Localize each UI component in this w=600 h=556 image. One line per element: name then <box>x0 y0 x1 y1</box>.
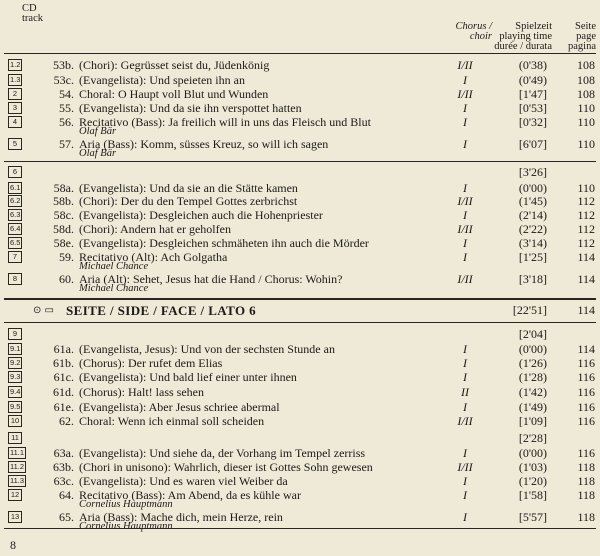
page-ref: 116 <box>577 400 595 414</box>
footer-rule <box>4 528 596 529</box>
track-number-box: 2 <box>8 88 22 100</box>
movement-title: (Evangelista): Und bald lief einer unter ihnen <box>79 370 297 384</box>
duration: (1'49) <box>518 400 547 414</box>
list-item <box>0 194 600 208</box>
movement-title: Choral: Wenn ich einmal soll scheiden <box>79 414 265 428</box>
movement-number: 53b. <box>53 58 74 72</box>
track-number-box: 6.3 <box>10 210 21 219</box>
soloist-name: Olaf Bär <box>79 126 117 137</box>
side-duration: [22'51] <box>512 303 547 317</box>
track-number-box: 10 <box>8 415 22 427</box>
duration: (1'26) <box>518 356 547 370</box>
list-item <box>0 208 600 222</box>
page-ref: 116 <box>577 414 595 428</box>
chorus-indicator: I/II <box>457 272 473 286</box>
track-number-box: 4 <box>8 116 22 128</box>
header-page-de: Seite <box>575 21 596 32</box>
soloist-name: Olaf Bär <box>79 148 117 159</box>
movement-number: 61e. <box>53 400 74 414</box>
movement-number: 62. <box>59 414 74 428</box>
chorus-indicator: I <box>463 101 467 115</box>
track-number-box: 12 <box>8 489 22 501</box>
movement-title: Aria (Bass): Mache dich, mein Herze, rein <box>79 510 283 524</box>
movement-number: 60. <box>59 272 74 286</box>
duration: [1'47] <box>518 87 547 101</box>
chorus-indicator: I <box>463 236 467 250</box>
chorus-indicator: I <box>463 356 467 370</box>
duration: [2'04] <box>518 327 547 341</box>
header-page-en: page <box>576 31 596 42</box>
soloist-name: Cornelius Hauptmann <box>79 499 173 510</box>
movement-number: 63a. <box>53 446 74 460</box>
duration: (0'38) <box>518 58 547 72</box>
page-ref: 116 <box>577 370 595 384</box>
movement-number: 55. <box>59 101 74 115</box>
duration: [0'32] <box>518 115 547 129</box>
page-ref: 114 <box>577 342 595 356</box>
list-item <box>0 87 600 101</box>
chorus-indicator: I <box>463 474 467 488</box>
movement-title: (Chori in unisono): Wahrlich, dieser ist Gottes Sohn gewesen <box>79 460 373 474</box>
track-number-box: 9.3 <box>10 372 21 381</box>
chorus-indicator: I/II <box>457 222 473 236</box>
page-ref: 114 <box>577 272 595 286</box>
header-rule <box>4 53 596 54</box>
duration: [5'57] <box>518 510 547 524</box>
list-item <box>0 327 600 341</box>
movement-title: Aria (Alt): Sehet, Jesus hat die Hand / Chorus: Wohin? <box>79 272 343 286</box>
track-number-box: 3 <box>8 102 22 114</box>
movement-number: 61a. <box>53 342 74 356</box>
header-chorus-en: choir <box>469 31 492 42</box>
movement-number: 65. <box>59 510 74 524</box>
list-item <box>0 222 600 236</box>
movement-number: 63b. <box>53 460 74 474</box>
list-item <box>0 460 600 474</box>
track-number-box: 1.3 <box>10 75 21 84</box>
page-ref: 110 <box>577 115 595 129</box>
movement-number: 58e. <box>53 236 74 250</box>
page-ref: 118 <box>577 460 595 474</box>
track-number-box: 9.4 <box>10 387 21 396</box>
movement-title: (Chori): Andern hat er geholfen <box>79 222 231 236</box>
divider-1 <box>4 161 596 162</box>
track-number-box: 7 <box>8 251 22 263</box>
list-item <box>0 356 600 370</box>
track-number-box: 9.1 <box>10 344 21 353</box>
page-ref: 114 <box>577 250 595 264</box>
soloist-name: Michael Chance <box>79 261 149 272</box>
movement-number: 61d. <box>53 385 74 399</box>
header-time <box>494 22 552 52</box>
movement-title: (Evangelista): Und da sie ihn verspottet hatten <box>79 101 302 115</box>
page-ref: 112 <box>577 208 595 222</box>
movement-title: Aria (Bass): Komm, süsses Kreuz, so will ich sagen <box>79 137 329 151</box>
section-rule-top <box>4 298 596 300</box>
chorus-indicator: I <box>463 400 467 414</box>
movement-title: (Evangelista): Und da sie an die Stätte kamen <box>79 181 298 195</box>
page-ref: 110 <box>577 181 595 195</box>
page-ref: 110 <box>577 101 595 115</box>
page-ref: 112 <box>577 222 595 236</box>
page-number: 8 <box>10 538 16 552</box>
movement-number: 58c. <box>53 208 74 222</box>
soloist-name: Michael Chance <box>79 283 149 294</box>
track-number-box: 13 <box>8 511 22 523</box>
chorus-indicator: I/II <box>457 58 473 72</box>
movement-number: 61c. <box>53 370 74 384</box>
list-item <box>0 414 600 428</box>
page-ref: 108 <box>577 87 595 101</box>
duration: (3'14) <box>518 236 547 250</box>
list-item <box>0 342 600 356</box>
list-item <box>0 101 600 115</box>
track-number-box: 9.5 <box>10 402 21 411</box>
movement-title: (Evangelista): Aber Jesus schriee abermal <box>79 400 280 414</box>
movement-title: Choral: O Haupt voll Blut und Wunden <box>79 87 269 101</box>
track-number-box: 6 <box>8 166 22 178</box>
list-item <box>0 446 600 460</box>
duration: (0'00) <box>518 342 547 356</box>
chorus-indicator: I <box>463 250 467 264</box>
duration: (2'14) <box>518 208 547 222</box>
movement-number: 59. <box>59 250 74 264</box>
duration: [6'07] <box>518 137 547 151</box>
soloist-name: Cornelius Hauptmann <box>79 521 173 532</box>
list-item <box>0 181 600 195</box>
movement-title: Recitativo (Alt): Ach Golgatha <box>79 250 228 264</box>
page-ref: 108 <box>577 58 595 72</box>
chorus-indicator: I/II <box>457 460 473 474</box>
movement-title: (Chorus): Der rufet dem Elias <box>79 356 223 370</box>
list-item <box>0 73 600 87</box>
duration: (1'42) <box>518 385 547 399</box>
chorus-indicator: II <box>461 385 469 399</box>
header-time-de: Spielzeit <box>515 21 552 32</box>
movement-number: 53c. <box>53 73 74 87</box>
page-ref: 116 <box>577 356 595 370</box>
duration: (1'20) <box>518 474 547 488</box>
movement-title: (Evangelista): Und siehe da, der Vorhang im Tempel zerriss <box>79 446 366 460</box>
movement-title: Recitativo (Bass): Am Abend, da es kühle war <box>79 488 301 502</box>
track-number-box: 6.5 <box>10 238 21 247</box>
duration: [1'25] <box>518 250 547 264</box>
movement-title: (Chorus): Halt! lass sehen <box>79 385 204 399</box>
chorus-indicator: I <box>463 137 467 151</box>
list-item <box>0 385 600 399</box>
header-time-en: playing time <box>499 31 552 42</box>
page-ref: 112 <box>577 194 595 208</box>
page-ref: 112 <box>577 236 595 250</box>
side-page: 114 <box>577 303 595 317</box>
track-number-box: 9 <box>8 328 22 340</box>
page-ref: 118 <box>577 510 595 524</box>
chorus-indicator: I <box>463 208 467 222</box>
movement-title: (Evangelista): Desgleichen schmäheten ihn auch die Mörder <box>79 236 369 250</box>
side-section <box>0 302 600 320</box>
section-rule-bottom <box>4 322 596 323</box>
duration: (2'22) <box>518 222 547 236</box>
chorus-indicator: I <box>463 510 467 524</box>
header-track: track <box>22 13 43 24</box>
chorus-indicator: I/II <box>457 87 473 101</box>
track-number-box: 8 <box>8 273 22 285</box>
chorus-indicator: I <box>463 446 467 460</box>
chorus-indicator: I/II <box>457 194 473 208</box>
page-ref: 116 <box>577 446 595 460</box>
movement-number: 57. <box>59 137 74 151</box>
duration: [1'58] <box>518 488 547 502</box>
movement-title: (Chori): Der du den Tempel Gottes zerbrichst <box>79 194 298 208</box>
chorus-indicator: I <box>463 488 467 502</box>
header-chorus <box>436 22 492 42</box>
list-item <box>0 236 600 250</box>
movement-number: 64. <box>59 488 74 502</box>
chorus-indicator: I <box>463 181 467 195</box>
header-chorus-de: Chorus / <box>455 21 492 32</box>
duration: (1'28) <box>518 370 547 384</box>
chorus-indicator: I/II <box>457 414 473 428</box>
header-cd: CD <box>22 3 37 14</box>
track-number-box: 5 <box>8 138 22 150</box>
movement-number: 61b. <box>53 356 74 370</box>
side-title: SEITE / SIDE / FACE / LATO 6 <box>66 303 257 318</box>
list-item <box>0 431 600 445</box>
list-item <box>0 370 600 384</box>
duration: [0'53] <box>518 101 547 115</box>
chorus-indicator: I <box>463 115 467 129</box>
duration: (0'49) <box>518 73 547 87</box>
chorus-indicator: I <box>463 73 467 87</box>
track-number-box: 6.1 <box>10 183 21 192</box>
header-cd-track <box>22 4 43 24</box>
duration: (1'03) <box>518 460 547 474</box>
movement-number: 58b. <box>53 194 74 208</box>
movement-number: 63c. <box>53 474 74 488</box>
duration: [1'09] <box>518 414 547 428</box>
track-number-box: 11.3 <box>10 476 25 485</box>
track-number-box: 6.4 <box>10 224 21 233</box>
header-page-it: pagina <box>568 41 596 52</box>
page-ref: 118 <box>577 474 595 488</box>
duration: (0'00) <box>518 181 547 195</box>
track-number-box: 1.2 <box>10 60 21 69</box>
movement-title: (Evangelista): Und speieten ihn an <box>79 73 245 87</box>
list-item <box>0 165 600 179</box>
page-ref: 118 <box>577 488 595 502</box>
movement-number: 58d. <box>53 222 74 236</box>
track-number-box: 6.2 <box>10 196 21 205</box>
movement-title: (Evangelista, Jesus): Und von der sechsten Stunde an <box>79 342 335 356</box>
list-item <box>0 58 600 72</box>
movement-number: 54. <box>59 87 74 101</box>
list-item <box>0 400 600 414</box>
page-ref: 116 <box>577 385 595 399</box>
duration: [2'28] <box>518 431 547 445</box>
page-ref: 108 <box>577 73 595 87</box>
movement-title: (Evangelista): Desgleichen auch die Hohenpriester <box>79 208 323 222</box>
track-number-box: 11.1 <box>10 448 25 457</box>
duration: (1'45) <box>518 194 547 208</box>
header-page <box>560 22 596 52</box>
duration: [3'18] <box>518 272 547 286</box>
duration: (0'00) <box>518 446 547 460</box>
chorus-indicator: I <box>463 370 467 384</box>
track-number-box: 11.2 <box>10 462 25 471</box>
movement-number: 58a. <box>53 181 74 195</box>
list-item <box>0 474 600 488</box>
movement-title: (Chori): Gegrüsset seist du, Jüdenkönig <box>79 58 270 72</box>
track-number-box: 9.2 <box>10 358 21 367</box>
chorus-indicator: I <box>463 342 467 356</box>
page-ref: 110 <box>577 137 595 151</box>
header-time-fr: durée / durata <box>494 41 552 52</box>
disc-cassette-icon: ⊙ ▭ <box>33 305 55 316</box>
movement-title: (Evangelista): Und es waren viel Weiber da <box>79 474 288 488</box>
duration: [3'26] <box>518 165 547 179</box>
movement-number: 56. <box>59 115 74 129</box>
movement-title: Recitativo (Bass): Ja freilich will in uns das Fleisch und Blut <box>79 115 371 129</box>
track-number-box: 11 <box>8 432 22 444</box>
